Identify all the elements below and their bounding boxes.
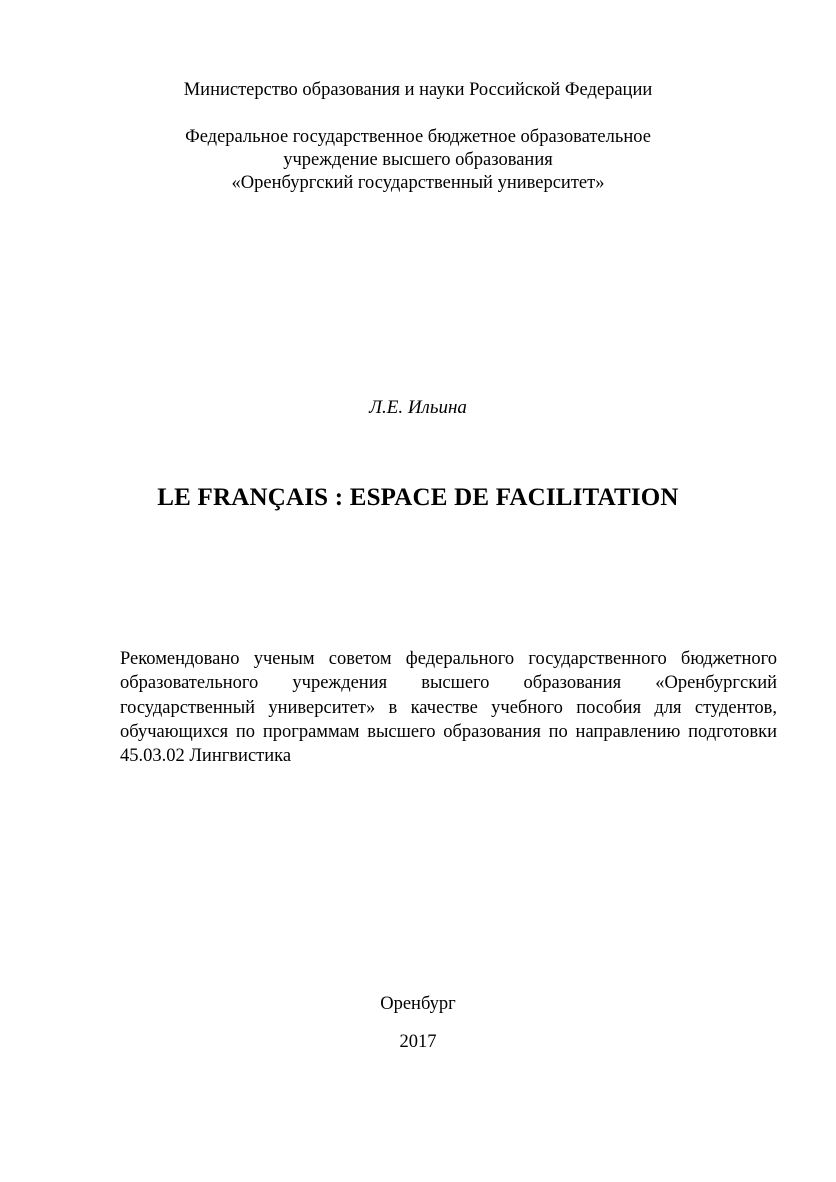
- author-name: Л.Е. Ильина: [369, 397, 467, 418]
- book-title: LE FRANÇAIS : ESPACE DE FACILITATION: [157, 484, 679, 511]
- recommendation-paragraph: Рекомендовано ученым советом федерального государственного бюджетного образовательного учреждения высшего образования «Оренбургский государственный университет» в качестве учебного пособия для студентов, обучающихся по программам высшего образования по направлению подготовки 45.03.02 Лингвистика: [120, 649, 787, 767]
- institution-line-1: Федеральное государственное бюджетное образовательное: [185, 127, 651, 147]
- publication-city: Оренбург: [380, 994, 456, 1014]
- institution-line-3: «Оренбургский государственный университет»: [231, 173, 605, 193]
- publication-year: 2017: [399, 1032, 437, 1052]
- ministry-line: Министерство образования и науки Российской Федерации: [183, 80, 653, 100]
- institution-line-2: учреждение высшего образования: [283, 150, 553, 170]
